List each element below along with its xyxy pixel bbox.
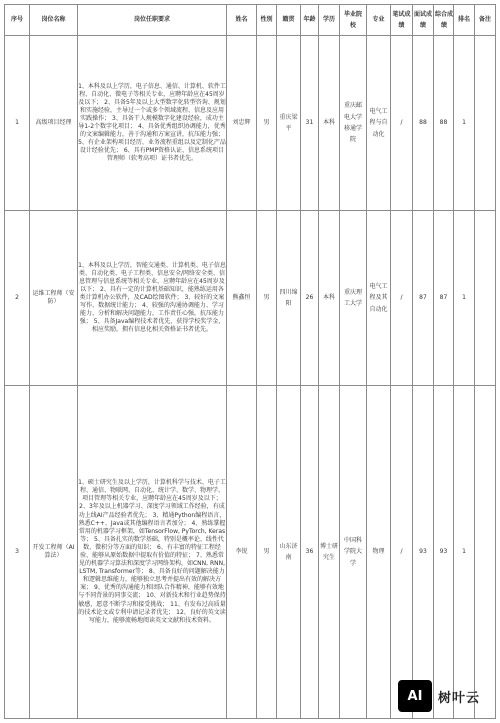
cell-degree: 博士研究生 <box>319 386 340 719</box>
cell-interview: 87 <box>413 211 434 386</box>
cell-total: 87 <box>434 211 454 386</box>
watermark-brand: 树叶云 <box>438 690 481 706</box>
header-written: 笔试成绩 <box>391 5 413 36</box>
cell-written: / <box>391 386 413 719</box>
cell-note <box>475 36 496 211</box>
cell-written: / <box>391 211 413 386</box>
cell-gender: 男 <box>257 386 277 719</box>
cell-origin: 四川绵阳 <box>277 211 301 386</box>
results-table <box>4 4 496 719</box>
cell-interview: 88 <box>413 36 434 211</box>
header-major: 专业 <box>367 5 391 36</box>
header-requirements: 岗位任职要求 <box>78 5 227 36</box>
cell-requirements: 1、本科及以上学历，智能交通类、计算机类、电子信息类、自动化类、电子工程类、信息安全/网络安全类、信息管理与信息系统等相关专业，应聘年龄应在45周岁及以下； 2、具有一定的计算机基础知识，能熟练运用各类计算机办公软件，及CAD绘图软件； 3、较好的文案写作、数据统计能力； 4、较强的沟通协调能力、学习能力、分析和解决问题能力，工作责任心强，抗压能力强； 5、具备Java编程技术者优先，获得学校奖学金，相应奖励，拥有信息化相关资格证书者优先。 <box>78 211 227 386</box>
cell-origin: 重庆梁平 <box>277 36 301 211</box>
cell-gender: 男 <box>257 211 277 386</box>
header-seq: 序号 <box>5 5 30 36</box>
cell-requirements: 1、本科及以上学历，电子信息、通信、计算机、软件工程、自动化、微电子等相关专业，应聘年龄应在45周岁及以下； 2、具备5年及以上大型数字化转型咨询、规划和实施经验，主导过一个或多个领域流程、信息及应用实践操作； 3、具备干人规模数字化建设经验，成功主导1-2个数字化项目； 4、具备优秀组织协调能力，优秀的文案编辑能力，善于沟通和方案宣讲，抗压能力强； 5、有企业架构项目经历、业务流程重组以及定制化产品设计经验优先； 6、具有PMP资格认证、信息系统项目管理师（软考高项）证书者优先。 <box>78 36 227 211</box>
cell-rank: 1 <box>454 386 475 719</box>
header-degree: 学历 <box>319 5 340 36</box>
header-rank: 排名 <box>454 5 475 36</box>
ai-logo-icon: AI <box>398 680 432 712</box>
cell-age: 26 <box>301 211 319 386</box>
cell-name: 李锐 <box>227 386 257 719</box>
cell-seq: 3 <box>5 386 30 719</box>
cell-total: 88 <box>434 36 454 211</box>
header-school: 毕业院校 <box>340 5 367 36</box>
cell-major: 电气工程与自动化 <box>367 36 391 211</box>
cell-origin: 山东济南 <box>277 386 301 719</box>
cell-total: 93 <box>434 386 454 719</box>
cell-position: 运维工程师（安防） <box>30 211 78 386</box>
cell-name: 熊鑫恒 <box>227 211 257 386</box>
cell-note <box>475 211 496 386</box>
cell-requirements: 1、硕士研究生及以上学历，计算机科学与技术、电子工程、通信、物联网、自动化、统计学、数学、物理学、项目管理等相关专业，应聘年龄应在45周岁及以下； 2、3年及以上机器学习、深度学习领域工作经验，有成功上线AI产品经验者优先； 3、精通Python编程语言，熟悉C++、Java或其他编程语言者加分； 4、熟练掌握常用的机器学习框架，如TensorFlow, PyTorch, Keras等； 5、具备扎实的数学基础，特别是概率论、线性代数、微积分等方面的知识； 6、有丰富的特征工程经验，能够从原始数据中提取有价值的特征； 7、熟悉常见的机器学习算法和深度学习网络架构，如CNN, RNN, LSTM, Transformer等； 8、具备良好的问题解决能力和逻辑思维能力，能够独立思考并提出有效的解决方案； 9、优秀的沟通能力和团队合作精神，能够有效地与不同背景的同事交流； 10、对新技术和行业趋势保持敏感，愿意不断学习和接受挑战； 11、有发布过高质量的技术论文或专利申请记录者优先； 12、良好的英文读写能力，能够流畅地阅读英文文献和技术资料。 <box>78 386 227 719</box>
header-note: 备注 <box>475 5 496 36</box>
cell-interview: 93 <box>413 386 434 719</box>
watermark-logo <box>398 676 496 716</box>
cell-school: 重庆邮电大学移通学院 <box>340 36 367 211</box>
header-name: 姓名 <box>227 5 257 36</box>
cell-note <box>475 386 496 719</box>
header-position: 岗位名称 <box>30 5 78 36</box>
table-row <box>5 211 496 386</box>
cell-major: 物理 <box>367 386 391 719</box>
cell-degree: 本科 <box>319 211 340 386</box>
cell-position: 高级项目经理 <box>30 36 78 211</box>
header-total: 综合成绩 <box>434 5 454 36</box>
cell-written: / <box>391 36 413 211</box>
cell-degree: 本科 <box>319 36 340 211</box>
cell-name: 刘忠辉 <box>227 36 257 211</box>
table-row <box>5 36 496 211</box>
header-gender: 性别 <box>257 5 277 36</box>
cell-position: 开发工程师（AI算法） <box>30 386 78 719</box>
cell-age: 31 <box>301 36 319 211</box>
cell-school: 中国科学院大学 <box>340 386 367 719</box>
cell-gender: 男 <box>257 36 277 211</box>
header-age: 年龄 <box>301 5 319 36</box>
cell-seq: 2 <box>5 211 30 386</box>
header-interview: 面试成绩 <box>413 5 434 36</box>
cell-rank: 1 <box>454 211 475 386</box>
cell-seq: 1 <box>5 36 30 211</box>
cell-age: 36 <box>301 386 319 719</box>
cell-rank: 1 <box>454 36 475 211</box>
cell-major: 电气工程及其自动化 <box>367 211 391 386</box>
cell-school: 重庆理工大学 <box>340 211 367 386</box>
table-row <box>5 386 496 719</box>
header-origin: 籍贯 <box>277 5 301 36</box>
header-row <box>5 5 496 36</box>
